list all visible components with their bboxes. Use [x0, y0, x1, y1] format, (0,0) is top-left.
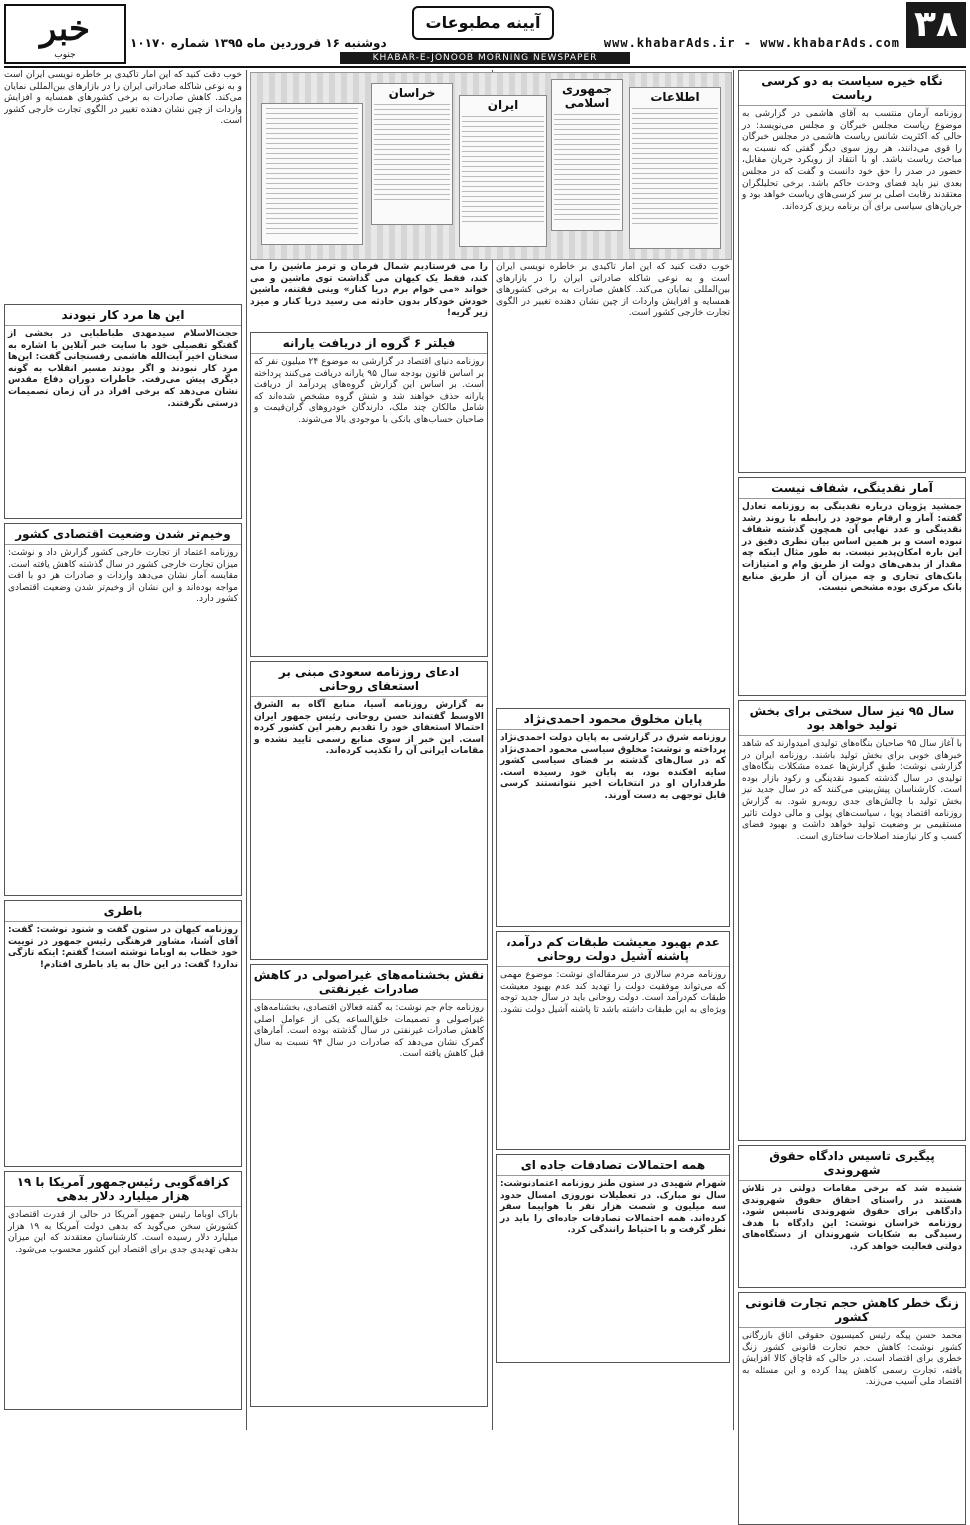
article-body: شهرام شهیدی در ستون طنز روزنامه اعتمادنوشت: سال نو مبارک. در تعطیلات نوروزی امسال حدود سه میلیون و شصت هزار نفر با هواپیما سفر کرده‌اند. همه احتمالات تصادفات جاده‌ای را باید در نظر گرفت و با احتیاط رانندگی کرد.: [500, 1179, 726, 1236]
center-left-column: [250, 262, 488, 1407]
article-body: حجت‌الاسلام سیدمهدی طباطبایی در بخشی از گفتگو تفصیلی خود با سایت خبر آنلاین با اشاره به سخنان اخیر آیت‌الله هاشمی رفسنجانی گفت: این‌ها مرد کار نبودند و اگر بودند مسیر انقلاب به گونه دیگری پیش می‌رفت. خاطرات دوران دفاع مقدس نشان می‌دهد که برخی افراد در آن زمان تصمیمات درستی نگرفتند.: [8, 329, 238, 409]
article-title: زنگ خطر کاهش حجم تجارت قانونی کشور: [739, 1293, 965, 1328]
newspaper-front-page: [371, 83, 453, 225]
article-body: با آغاز سال ۹۵ صاحبان بنگاه‌های تولیدی امیدوارند که شاهد خبرهای خوبی برای بخش تولید باشند. روزنامه ایران در گزارشی نوشت: طبق گزارش‌ها عمده مشکلات بنگاه‌های تولیدی در سال گذشته کمبود نقدینگی و رکود بازار بوده است. کارشناسان پیش‌بینی می‌کنند که در سال جدید نیز بخش تولید با چالش‌های جدی روبه‌رو شود. به گزارش روزنامه اقتصاد پویا ، سیاست‌های پولی و مالی دولت تاثیر مستقیمی بر وضعیت تولید خواهد داشت و بهبود فضای کسب و کار نیازمند اصلاحات ساختاری است.: [742, 739, 962, 842]
article-title: نقش بخشنامه‌های غیراصولی در کاهش صادرات غیرنفتی: [251, 965, 487, 1000]
article-title: پیگیری تاسیس دادگاه حقوق شهروندی: [739, 1146, 965, 1181]
article-body: روزنامه اعتماد از تجارت خارجی کشور گزارش داد و نوشت: میزان تجارت خارجی کشور در سال گذشته کاهش یافته است. مقایسه آمار نشان می‌دهد واردات و صادرات هر دو با افت مواجه بوده‌اند و این نشان از وخیم‌تر شدن وضعیت اقتصادی کشور دارد.: [8, 548, 238, 605]
newspaper-masthead: خراسان: [388, 86, 436, 100]
newspaper-front-page: [459, 95, 547, 247]
right-column: [738, 70, 966, 1525]
logo-subtext: جنوب: [54, 50, 76, 60]
article-card: [4, 1171, 242, 1410]
article-body: خوب دقت کنید که این آمار تاکیدی بر خاطره نویسی ایران است و به نوعی شاکله صادراتی ایران را در بازارهای بین‌المللی نمایان می‌کند. کاهش صادرات به برخی کشورهای همسایه و افزایش واردات از چین نشان دهنده تغییر در الگوی تجارت خارجی کشور است.: [496, 262, 730, 319]
dateline: دوشنبه ۱۶ فروردین ماه ۱۳۹۵ شماره ۱۰۱۷۰: [130, 36, 387, 50]
article-card: [738, 700, 966, 1141]
article-card: [496, 931, 730, 1150]
column-divider: [246, 70, 247, 1430]
article-title: فیلتر ۶ گروه از دریافت یارانه: [251, 333, 487, 354]
newspaper-text-lines: [374, 104, 450, 204]
article-body: خوب دقت کنید که این آمار تاکیدی بر خاطره نویسی ایران است و به نوعی شاکله صادراتی ایران را در بازارهای بین‌المللی نمایان می‌کند. کاهش صادرات به برخی کشورهای همسایه و افزایش واردات از چین نشان دهنده تغییر در الگوی تجارت خارجی کشور است.: [4, 70, 242, 127]
article-body: محمد حسن پیگه رئیس کمیسیون حقوقی اتاق بازرگانی کشور نوشت: کاهش حجم تجارت قانونی کشور زنگ خطری برای اقتصاد است. در حالی که قاچاق کالا افزایش یافته، تجارت رسمی کاهش پیدا کرده و این مسئله به اقتصاد ملی آسیب می‌زند.: [742, 1331, 962, 1388]
article-body: روزنامه جام جم نوشت: به گفته فعالان اقتصادی، بخشنامه‌های غیراصولی و تصمیمات خلق‌الساعه یکی از عوامل اصلی کاهش صادرات غیرنفتی در سال گذشته بوده است. آمارهای گمرک نشان می‌دهد که صادرات در سال ۹۴ نسبت به سال قبل کاهش یافته است.: [254, 1003, 484, 1060]
article-card: [738, 1292, 966, 1525]
newspaper-masthead: اطلاعات: [650, 90, 700, 104]
header-rule: [4, 66, 966, 68]
article-title: کزافه‌گویی رئیس‌جمهور آمریکا با ۱۹ هزار میلیارد دلار بدهی: [5, 1172, 241, 1207]
article-card: [496, 1154, 730, 1363]
article-body: روزنامه شرق در گزارشی به پایان دولت احمدی‌نژاد پرداخته و نوشت: مخلوق سیاسی محمود احمدی‌نژاد که در سال‌های گذشته بر فضای سیاسی کشور سایه افکنده بود، به پایان خود رسیده است. طرفداران او در انتخابات اخیر نتوانستند کرسی قابل توجهی به دست آورند.: [500, 733, 726, 801]
article-body: روزنامه آرمان منتسب به آقای هاشمی در گزارشی به موضوع ریاست مجلس خبرگان و مجلس می‌نویسد: در حالی که اکثریت شانس ریاست هاشمی در مجلس خبرگان را قوی می‌دانند، هر روز سوی دیگر گفتی که نسبت به مباحث ریاست باشد. او با انتقاد از رویکرد جریان مقابل، حضور در صدر را حق خود دانست و گفت که در مجلس بعدی نیز باید فضای وحدت حاکم باشد. برخی تحلیلگران معتقدند رقابت اصلی بر سر کرسی‌های ریاست خواهد بود و جریان‌های سیاسی برای آن برنامه ریزی کرده‌اند.: [742, 109, 962, 212]
article-title: سال ۹۵ نیز سال سختی برای بخش تولید خواهد بود: [739, 701, 965, 736]
newspaper-text-lines: [632, 108, 718, 228]
article-title: نگاه خیره سیاست به دو کرسی ریاست: [739, 71, 965, 106]
newspaper-text-lines: [462, 116, 544, 226]
article-title: ادعای روزنامه سعودی مبنی بر استعفای روحانی: [251, 662, 487, 697]
newspaper-logo: [4, 4, 126, 64]
page-header: [0, 0, 970, 66]
newspaper-text-lines: [554, 114, 620, 224]
section-title: آیینه مطبوعات: [412, 6, 554, 40]
article-title: همه احتمالات تصادفات جاده ای: [497, 1155, 729, 1176]
article-card: [4, 304, 242, 519]
article-title: این ها مرد کار نیودند: [5, 305, 241, 326]
photo-caption: را می فرستادیم شمال فرمان و ترمز ماشین را می کند، فقط یک کیهان می گذاشت توی ماشین و می خواند «می خوام برم دریا کنار» وینی ققتنه، ماشین خودش خودکار بدون حادثه می رسید دریا کنار و میزد زیر گریه!: [250, 262, 488, 319]
article-card: [250, 964, 488, 1407]
article-card: [738, 1145, 966, 1288]
column-divider: [733, 70, 734, 1430]
article-title: عدم بهبود معیشت طبقات کم درآمد، پاشنه آشیل دولت روحانی: [497, 932, 729, 967]
newspaper-front-page: [551, 79, 623, 231]
newspapers-photo: [250, 72, 732, 260]
article-card: [250, 661, 488, 960]
logo-text: خبر: [39, 9, 91, 49]
article-body: جمشید پژویان درباره نقدینگی به روزنامه تعادل گفته: آمار و ارقام موجود در رابطه با روند رشد نقدینگی و عدد نهایی آن همچون گذشته شفاف نبوده است و بر همین اساس بیان نظری دقیق در این باره امکان‌پذیر نیست. به طور مثال اینکه چه مقدار از بدهی‌های دولت از طریق وام و امتیازات بانک‌های تجاری و چه میزان آن از طریق منابع بانک مرکزی بوده مشخص نیست.: [742, 502, 962, 594]
newspaper-masthead: جمهوری اسلامی: [561, 82, 613, 110]
newspaper-text-lines: [266, 108, 358, 238]
masthead-banner: KHABAR-E-JONOOB MORNING NEWSPAPER: [340, 52, 630, 64]
left-column: [4, 70, 242, 1410]
newspaper-front-page: [261, 103, 363, 245]
newspaper-masthead: ایران: [487, 98, 519, 112]
article-body: روزنامه مردم سالاری در سرمقاله‌ای نوشت: موضوع مهمی که می‌تواند موفقیت دولت را تهدید کند عدم بهبود معیشت طبقات کم‌درآمد است. دولت روحانی باید در سال جدید توجه ویژه‌ای به این طبقات داشته باشد تا پاشنه آشیل دولت نشود.: [500, 970, 726, 1015]
article-card: [250, 332, 488, 657]
newspaper-front-page: [629, 87, 721, 249]
column-divider: [492, 70, 493, 1430]
article-title: باطری: [5, 901, 241, 922]
article-card: [4, 900, 242, 1167]
article-card: [738, 477, 966, 696]
article-title: وخیم‌تر شدن وضعیت اقتصادی کشور: [5, 524, 241, 545]
article-title: آمار نقدینگی، شفاف نیست: [739, 478, 965, 499]
article-title: پایان مخلوق محمود احمدی‌نژاد: [497, 709, 729, 730]
website-url[interactable]: www.khabarAds.ir - www.khabarAds.com: [603, 36, 900, 50]
article-body: به گزارش روزنامه آسیا، منابع آگاه به الشرق الاوسط گفته‌اند حسن روحانی رئیس جمهور ایران احتمالا استعفای خود را تقدیم رهبر این کشور کرده است. این خبر از سوی منابع رسمی تایید نشده و مقامات ایرانی آن را تکذیب کرده‌اند.: [254, 700, 484, 757]
article-card: [738, 70, 966, 473]
article-body: باراک اوباما رئیس جمهور آمریکا در حالی از قدرت اقتصادی کشورش سخن می‌گوید که بدهی دولت آمریکا به ۱۹ هزار میلیارد دلار رسیده است. کارشناسان معتقدند که این میزان بدهی تهدیدی جدی برای اقتصاد این کشور محسوب می‌شود.: [8, 1210, 238, 1255]
article-card: [4, 523, 242, 896]
article-body: روزنامه دنیای اقتصاد در گزارشی به موضوع ۲۴ میلیون نفر که بر اساس قانون بودجه سال ۹۵ یارانه دریافت می‌کنند پرداخته است. بر اساس این گزارش گروه‌های پردرآمد از دریافت یارانه حذف خواهند شد و شش گروه مشخص شده‌اند که شامل مالکان چند ملک، دارندگان خودروهای گران‌قیمت و صاحبان حساب‌های بانکی با موجودی بالا می‌شوند.: [254, 357, 484, 425]
page-number: ۳۸: [906, 2, 966, 48]
article-card: [496, 708, 730, 927]
article-body: شنیده شد که برخی مقامات دولتی در تلاش هستند در راستای احقاق حقوق شهروندی دادگاهی برای حقوق شهروندی تاسیس شود. روزنامه خراسان نوشت: این دادگاه با هدف رسیدگی به شکایات شهروندان از دستگاه‌های دولتی فعالیت خواهد کرد.: [742, 1184, 962, 1252]
article-body: روزنامه کیهان در ستون گفت و شنود نوشت: گفت: آقای آشنا، مشاور فرهنگی رئیس جمهور در توییت خود خطاب به اوباما نوشته است! گفتم: اینکه تازگی ندارد! گفت: در این حال به یاد باطری افتادم!: [8, 925, 238, 970]
center-right-column: [496, 262, 730, 1363]
